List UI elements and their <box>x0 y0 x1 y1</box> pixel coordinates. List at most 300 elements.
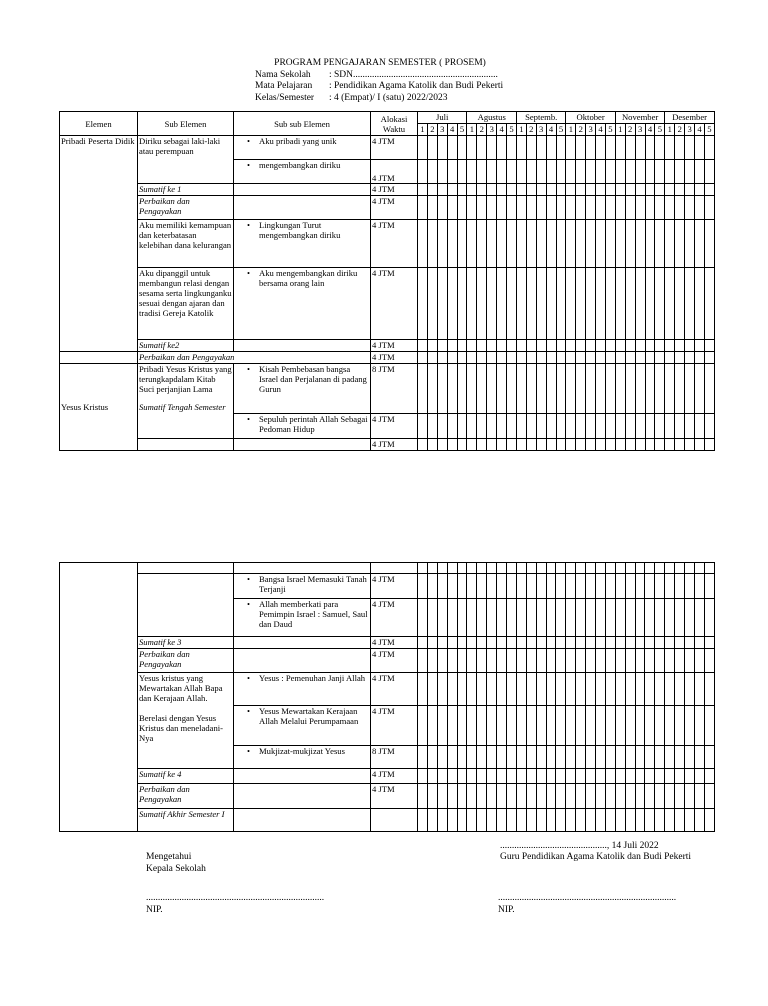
cell-sub-sub-elemen: • Mukjizat-mukjizat Yesus <box>235 746 369 756</box>
week-cell <box>645 599 655 637</box>
week-cell <box>447 414 457 439</box>
week-cell <box>457 439 467 451</box>
week-cell <box>477 706 487 746</box>
week-cell <box>427 364 437 414</box>
week-cell <box>497 364 507 414</box>
week-cell <box>576 563 586 574</box>
week-cell <box>695 184 705 196</box>
table-row <box>60 439 715 451</box>
week-cell <box>655 136 665 160</box>
week-cell <box>586 637 596 649</box>
week-cell <box>477 439 487 451</box>
week-cell <box>556 809 566 832</box>
week-cell <box>685 637 695 649</box>
week-cell <box>694 769 704 784</box>
week-cell <box>487 220 497 268</box>
week-cell <box>566 746 576 769</box>
week-cell <box>546 599 556 637</box>
week-cell <box>635 160 645 184</box>
week-cell <box>437 414 447 439</box>
week-cell <box>586 746 596 769</box>
table-row <box>60 637 715 649</box>
week-cell <box>586 220 596 268</box>
week-cell <box>418 160 428 184</box>
week-cell <box>655 649 665 673</box>
week-number: 5 <box>556 124 566 136</box>
week-cell <box>695 414 705 439</box>
week-cell <box>467 673 477 706</box>
week-cell <box>685 340 695 352</box>
week-cell <box>556 364 566 414</box>
cell-sub-elemen: Yesus kristus yang Mewartakan Allah Bapa dan Kerajaan Allah. Berelasi dengan Yesus Kristus dan meneladani-Nya <box>138 673 234 769</box>
week-cell <box>427 196 437 220</box>
week-cell <box>704 746 714 769</box>
week-cell <box>695 196 705 220</box>
week-number: 2 <box>427 124 437 136</box>
week-cell <box>497 574 507 599</box>
signature-left-title: Mengetahui Kepala Sekolah <box>146 852 206 874</box>
week-cell <box>635 268 645 340</box>
week-cell <box>526 160 536 184</box>
week-cell <box>467 268 477 340</box>
week-cell <box>437 364 447 414</box>
week-cell <box>586 136 596 160</box>
week-cell <box>694 706 704 746</box>
week-cell <box>665 160 675 184</box>
week-cell <box>605 340 615 352</box>
week-number: 1 <box>566 124 576 136</box>
week-cell <box>605 220 615 268</box>
week-cell <box>477 563 487 574</box>
week-cell <box>685 184 695 196</box>
week-cell <box>457 637 467 649</box>
week-cell <box>556 746 566 769</box>
week-cell <box>487 563 497 574</box>
week-cell <box>586 364 596 414</box>
month-juli: Juli <box>418 112 467 124</box>
table-row <box>60 809 715 832</box>
week-cell <box>546 160 556 184</box>
week-cell <box>615 563 625 574</box>
week-cell <box>704 268 714 340</box>
week-cell <box>497 414 507 439</box>
week-cell <box>418 637 428 649</box>
week-cell <box>596 196 606 220</box>
week-cell <box>645 563 655 574</box>
week-cell <box>457 784 467 809</box>
week-cell <box>487 746 497 769</box>
week-cell <box>655 184 665 196</box>
week-cell <box>625 637 635 649</box>
week-cell <box>457 160 467 184</box>
week-cell <box>467 706 477 746</box>
week-cell <box>418 352 428 364</box>
week-cell <box>576 746 586 769</box>
cell-sub-elemen: Sumatif ke 3 <box>138 637 234 649</box>
week-cell <box>675 637 685 649</box>
cell-jtm: 4 JTM <box>371 574 418 599</box>
week-cell <box>516 809 526 832</box>
week-number: 5 <box>507 124 517 136</box>
week-cell <box>655 268 665 340</box>
table-row <box>60 196 715 220</box>
week-cell <box>546 769 556 784</box>
week-number: 3 <box>685 124 695 136</box>
week-cell <box>418 439 428 451</box>
header-sub-sub-elemen: Sub sub Elemen <box>234 112 371 136</box>
week-cell <box>566 352 576 364</box>
week-cell <box>526 809 536 832</box>
week-cell <box>576 184 586 196</box>
week-cell <box>418 414 428 439</box>
table-row <box>60 784 715 809</box>
week-cell <box>605 746 615 769</box>
week-cell <box>418 809 428 832</box>
week-cell <box>566 563 576 574</box>
month-november: November <box>615 112 665 124</box>
week-cell <box>615 706 625 746</box>
week-cell <box>546 364 556 414</box>
week-cell <box>516 352 526 364</box>
week-cell <box>497 784 507 809</box>
week-cell <box>625 220 635 268</box>
week-cell <box>556 649 566 673</box>
week-cell <box>645 673 655 706</box>
week-cell <box>655 364 665 414</box>
cell-sub-elemen: Sumatif Akhir Semester I <box>138 809 234 832</box>
week-cell <box>526 784 536 809</box>
week-cell <box>685 364 695 414</box>
week-cell <box>675 439 685 451</box>
week-cell <box>477 340 487 352</box>
week-cell <box>586 196 596 220</box>
week-cell <box>447 352 457 364</box>
week-cell <box>635 414 645 439</box>
week-cell <box>477 196 487 220</box>
week-cell <box>694 809 704 832</box>
week-cell <box>427 352 437 364</box>
week-cell <box>625 574 635 599</box>
week-cell <box>487 769 497 784</box>
week-number: 5 <box>704 124 714 136</box>
cell-jtm: 4 JTM <box>371 673 418 706</box>
cell-sub-sub-elemen: • Bangsa Israel Memasuki Tanah Terjanji <box>235 574 369 594</box>
week-cell <box>507 784 517 809</box>
week-cell <box>546 746 556 769</box>
week-cell <box>675 136 685 160</box>
week-cell <box>536 649 546 673</box>
week-cell <box>625 563 635 574</box>
week-cell <box>615 220 625 268</box>
week-cell <box>497 268 507 340</box>
week-cell <box>665 746 675 769</box>
week-cell <box>467 160 477 184</box>
cell-jtm: 4 JTM <box>371 706 418 746</box>
week-cell <box>546 706 556 746</box>
week-number: 2 <box>576 124 586 136</box>
table-row <box>60 268 715 340</box>
week-cell <box>477 352 487 364</box>
week-cell <box>704 220 714 268</box>
prosem-table-page-2 <box>59 562 715 832</box>
week-cell <box>615 439 625 451</box>
header-elemen: Elemen <box>60 112 138 136</box>
week-cell <box>576 706 586 746</box>
week-cell <box>675 706 685 746</box>
cell-sub-sub-elemen: • Sepuluh perintah Allah Sebagai Pedoman Hidup <box>235 414 369 434</box>
week-cell <box>655 784 665 809</box>
week-cell <box>427 649 437 673</box>
week-cell <box>526 706 536 746</box>
week-cell <box>615 599 625 637</box>
week-cell <box>615 160 625 184</box>
cell-sub-sub-elemen: • mengembangkan diriku <box>235 160 369 170</box>
week-cell <box>516 599 526 637</box>
week-cell <box>704 136 714 160</box>
week-cell <box>467 784 477 809</box>
week-cell <box>556 637 566 649</box>
week-cell <box>487 649 497 673</box>
week-cell <box>536 746 546 769</box>
week-cell <box>586 268 596 340</box>
week-cell <box>665 706 675 746</box>
week-cell <box>487 196 497 220</box>
week-cell <box>655 563 665 574</box>
week-cell <box>645 809 655 832</box>
week-cell <box>418 196 428 220</box>
week-cell <box>685 196 695 220</box>
week-cell <box>477 184 487 196</box>
week-cell <box>457 746 467 769</box>
week-cell <box>556 574 566 599</box>
week-cell <box>596 637 606 649</box>
week-cell <box>526 746 536 769</box>
week-cell <box>457 352 467 364</box>
week-cell <box>536 268 546 340</box>
week-cell <box>635 769 645 784</box>
week-cell <box>507 364 517 414</box>
week-cell <box>467 574 477 599</box>
week-cell <box>507 649 517 673</box>
signature-right-title: Guru Pendidikan Agama Katolik dan Budi Pekerti <box>500 852 692 862</box>
week-cell <box>685 160 695 184</box>
week-cell <box>566 673 576 706</box>
week-cell <box>546 439 556 451</box>
week-cell <box>635 746 645 769</box>
week-cell <box>685 599 695 637</box>
week-cell <box>576 414 586 439</box>
week-cell <box>477 599 487 637</box>
week-cell <box>427 673 437 706</box>
week-number: 4 <box>596 124 606 136</box>
week-cell <box>615 340 625 352</box>
week-cell <box>655 414 665 439</box>
week-cell <box>507 599 517 637</box>
week-cell <box>645 160 655 184</box>
week-cell <box>516 563 526 574</box>
week-cell <box>526 414 536 439</box>
week-cell <box>635 637 645 649</box>
week-number: 2 <box>625 124 635 136</box>
week-cell <box>675 364 685 414</box>
week-cell <box>526 649 536 673</box>
week-cell <box>457 769 467 784</box>
week-cell <box>655 706 665 746</box>
cell-jtm: 4 JTM <box>371 160 418 184</box>
week-cell <box>596 352 606 364</box>
week-cell <box>437 599 447 637</box>
week-cell <box>467 184 477 196</box>
week-cell <box>655 637 665 649</box>
table-row <box>60 769 715 784</box>
week-cell <box>457 809 467 832</box>
week-cell <box>694 649 704 673</box>
week-cell <box>695 340 705 352</box>
week-cell <box>526 439 536 451</box>
week-cell <box>694 784 704 809</box>
week-cell <box>665 784 675 809</box>
week-cell <box>675 563 685 574</box>
cell-sub-sub-elemen: • Aku mengembangkan diriku bersama orang lain <box>235 268 369 288</box>
week-cell <box>685 649 695 673</box>
table-row <box>60 352 715 364</box>
week-number: 5 <box>605 124 615 136</box>
week-cell <box>566 268 576 340</box>
week-cell <box>487 268 497 340</box>
week-cell <box>507 160 517 184</box>
week-cell <box>487 637 497 649</box>
cell-jtm: 4 JTM <box>371 637 418 649</box>
week-cell <box>546 649 556 673</box>
week-cell <box>625 414 635 439</box>
week-cell <box>507 809 517 832</box>
week-cell <box>507 136 517 160</box>
week-cell <box>457 673 467 706</box>
week-cell <box>566 784 576 809</box>
week-cell <box>605 352 615 364</box>
week-cell <box>625 599 635 637</box>
week-cell <box>447 809 457 832</box>
week-cell <box>576 439 586 451</box>
week-cell <box>625 769 635 784</box>
week-cell <box>665 352 675 364</box>
week-cell <box>635 563 645 574</box>
week-cell <box>507 184 517 196</box>
week-cell <box>635 352 645 364</box>
week-cell <box>516 136 526 160</box>
week-cell <box>645 184 655 196</box>
week-cell <box>566 574 576 599</box>
week-cell <box>497 160 507 184</box>
week-cell <box>477 746 487 769</box>
week-cell <box>675 184 685 196</box>
cell-jtm: 4 JTM <box>371 196 418 220</box>
cell-sub-elemen: Sumatif ke2 <box>138 340 234 352</box>
week-cell <box>605 769 615 784</box>
week-cell <box>576 784 586 809</box>
week-cell <box>556 184 566 196</box>
field-subject: Mata Pelajaran : Pendidikan Agama Katolik dan Budi Pekerti <box>255 81 504 91</box>
week-cell <box>615 746 625 769</box>
week-cell <box>625 196 635 220</box>
week-cell <box>457 340 467 352</box>
week-cell <box>546 184 556 196</box>
week-cell <box>497 599 507 637</box>
week-cell <box>418 364 428 414</box>
week-cell <box>526 136 536 160</box>
week-cell <box>586 673 596 706</box>
week-cell <box>605 364 615 414</box>
week-cell <box>497 352 507 364</box>
week-cell <box>645 414 655 439</box>
week-cell <box>497 439 507 451</box>
week-cell <box>536 599 546 637</box>
week-number: 3 <box>635 124 645 136</box>
week-cell <box>625 784 635 809</box>
week-cell <box>685 268 695 340</box>
week-cell <box>418 268 428 340</box>
week-number: 3 <box>536 124 546 136</box>
week-cell <box>615 637 625 649</box>
week-cell <box>566 439 576 451</box>
week-cell <box>655 196 665 220</box>
week-cell <box>596 268 606 340</box>
week-cell <box>645 706 655 746</box>
week-cell <box>615 136 625 160</box>
week-cell <box>526 769 536 784</box>
cell-jtm: 4 JTM <box>371 439 418 451</box>
week-cell <box>427 809 437 832</box>
week-cell <box>605 136 615 160</box>
week-cell <box>437 136 447 160</box>
week-cell <box>536 414 546 439</box>
week-cell <box>605 637 615 649</box>
week-cell <box>437 439 447 451</box>
week-cell <box>655 439 665 451</box>
week-cell <box>516 649 526 673</box>
week-cell <box>655 340 665 352</box>
week-cell <box>526 563 536 574</box>
week-cell <box>645 784 655 809</box>
week-cell <box>566 220 576 268</box>
cell-sub-elemen: Diriku sebagai laki-laki atau perempuan <box>138 136 234 184</box>
week-cell <box>556 160 566 184</box>
week-cell <box>556 439 566 451</box>
week-cell <box>605 574 615 599</box>
week-cell <box>526 637 536 649</box>
signature-date: ............................................., 14 Juli 2022 <box>500 841 659 851</box>
week-cell <box>685 769 695 784</box>
week-cell <box>536 220 546 268</box>
week-cell <box>675 649 685 673</box>
week-cell <box>516 220 526 268</box>
week-cell <box>447 136 457 160</box>
week-cell <box>546 136 556 160</box>
week-cell <box>615 414 625 439</box>
week-cell <box>477 574 487 599</box>
week-cell <box>635 673 645 706</box>
cell-sub-sub-elemen: • Lingkungan Turut mengembangkan diriku <box>235 220 369 240</box>
week-cell <box>635 196 645 220</box>
week-cell <box>605 649 615 673</box>
week-cell <box>437 769 447 784</box>
week-cell <box>516 414 526 439</box>
week-cell <box>675 673 685 706</box>
week-cell <box>685 352 695 364</box>
week-cell <box>516 364 526 414</box>
week-cell <box>635 599 645 637</box>
week-cell <box>704 769 714 784</box>
